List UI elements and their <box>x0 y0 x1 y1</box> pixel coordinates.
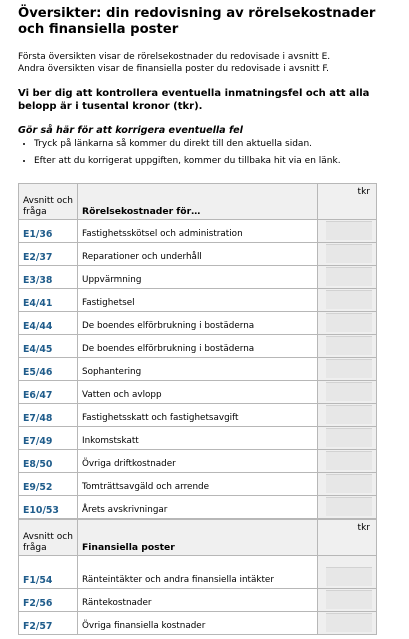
row-label: Tomträttsavgäld och arrende <box>78 473 318 496</box>
amount-cell <box>318 589 377 612</box>
intro-line-2: Andra översikten visar de finansiella poster du redovisade i avsnitt F. <box>18 63 329 74</box>
page-title: Översikter: din redovisning av rörelsekostnader och finansiella poster <box>18 6 376 37</box>
amount-field[interactable] <box>326 359 372 378</box>
row-code-cell <box>19 404 78 427</box>
row-label: Reparationer och underhåll <box>78 243 318 266</box>
table-row <box>19 496 377 519</box>
row-label: Fastighetsskötsel och administration <box>78 220 318 243</box>
table-row <box>19 450 377 473</box>
table-header <box>19 184 377 220</box>
row-code-cell <box>19 381 78 404</box>
section-link[interactable]: E10/53 <box>23 505 59 516</box>
row-code-cell <box>19 312 78 335</box>
table-row <box>19 556 377 589</box>
table-header <box>19 520 377 556</box>
amount-field[interactable] <box>326 267 372 286</box>
row-label: De boendes elförbrukning i bostäderna <box>78 312 318 335</box>
table-row <box>19 312 377 335</box>
row-label: Övriga finansiella kostnader <box>78 612 318 635</box>
amount-cell <box>318 427 377 450</box>
col-unit-header: tkr <box>318 184 377 220</box>
section-link[interactable]: E6/47 <box>23 390 53 401</box>
row-code-cell <box>19 612 78 635</box>
table-row <box>19 473 377 496</box>
amount-field[interactable] <box>326 567 372 586</box>
section-link[interactable]: E4/41 <box>23 298 53 309</box>
amount-field[interactable] <box>326 428 372 447</box>
section-link[interactable]: F2/57 <box>23 621 53 632</box>
amount-cell <box>318 473 377 496</box>
table-row <box>19 381 377 404</box>
col-question-header: Avsnitt och fråga <box>19 184 78 220</box>
section-link[interactable]: E4/45 <box>23 344 53 355</box>
section-link[interactable]: E5/46 <box>23 367 53 378</box>
howto-step-1: • Tryck på länkarna så kommer du direkt till den aktuella sidan. <box>34 139 393 150</box>
section-link[interactable]: E4/44 <box>23 321 53 332</box>
row-label: Sophantering <box>78 358 318 381</box>
amount-cell <box>318 243 377 266</box>
col-item-header: Rörelsekostnader för… <box>78 184 318 220</box>
section-link[interactable]: E2/37 <box>23 252 53 263</box>
col-unit-header: tkr <box>318 520 377 556</box>
row-code-cell <box>19 335 78 358</box>
row-label: Fastighetsel <box>78 289 318 312</box>
section-link[interactable]: E8/50 <box>23 459 53 470</box>
operating-costs-table <box>18 183 377 519</box>
row-code-cell <box>19 473 78 496</box>
amount-field[interactable] <box>326 474 372 493</box>
amount-cell <box>318 266 377 289</box>
amount-field[interactable] <box>326 313 372 332</box>
amount-cell <box>318 312 377 335</box>
col-question-header: Avsnitt och fråga <box>19 520 78 556</box>
row-label: Ränteintäkter och andra finansiella intäkter <box>78 556 318 589</box>
row-label: Uppvärmning <box>78 266 318 289</box>
row-code-cell <box>19 556 78 589</box>
section-link[interactable]: E1/36 <box>23 229 53 240</box>
amount-field[interactable] <box>326 451 372 470</box>
amount-field[interactable] <box>326 290 372 309</box>
amount-cell <box>318 381 377 404</box>
amount-field[interactable] <box>326 336 372 355</box>
amount-field[interactable] <box>326 590 372 609</box>
amount-cell <box>318 450 377 473</box>
row-code-cell <box>19 427 78 450</box>
table-row <box>19 289 377 312</box>
row-label: De boendes elförbrukning i bostäderna <box>78 335 318 358</box>
amount-cell <box>318 612 377 635</box>
amount-field[interactable] <box>326 497 372 516</box>
intro-text <box>18 52 393 75</box>
row-label: Övriga driftkostnader <box>78 450 318 473</box>
row-label: Räntekostnader <box>78 589 318 612</box>
warning-text: Vi ber dig att kontrollera eventuella inmatningsfel och att alla belopp är i tusental kronor (tkr). <box>18 88 370 112</box>
amount-field[interactable] <box>326 221 372 240</box>
row-label: Vatten och avlopp <box>78 381 318 404</box>
row-code-cell <box>19 243 78 266</box>
table-row <box>19 427 377 450</box>
amount-cell <box>318 358 377 381</box>
section-link[interactable]: E9/52 <box>23 482 53 493</box>
row-label: Årets avskrivningar <box>78 496 318 519</box>
amount-cell <box>318 404 377 427</box>
section-link[interactable]: E7/48 <box>23 413 53 424</box>
section-link[interactable]: E7/49 <box>23 436 53 447</box>
amount-cell <box>318 496 377 519</box>
row-code-cell <box>19 289 78 312</box>
table-row <box>19 335 377 358</box>
financial-items-table <box>18 519 377 635</box>
row-code-cell <box>19 358 78 381</box>
section-link[interactable]: E3/38 <box>23 275 53 286</box>
howto-step-2: • Efter att du korrigerat uppgiften, kommer du tillbaka hit via en länk. <box>34 156 393 167</box>
col-item-header: Finansiella poster <box>78 520 318 556</box>
row-code-cell <box>19 589 78 612</box>
table-row <box>19 243 377 266</box>
amount-field[interactable] <box>326 244 372 263</box>
content <box>18 0 393 173</box>
table-row <box>19 358 377 381</box>
howto-steps <box>18 139 393 167</box>
row-label: Inkomstskatt <box>78 427 318 450</box>
row-code-cell <box>19 220 78 243</box>
row-code-cell <box>19 266 78 289</box>
row-code-cell <box>19 450 78 473</box>
howto-heading: Gör så här för att korrigera eventuella fel <box>18 125 243 136</box>
amount-field[interactable] <box>326 382 372 401</box>
amount-cell <box>318 556 377 589</box>
table-row <box>19 404 377 427</box>
row-label: Fastighetsskatt och fastighetsavgift <box>78 404 318 427</box>
row-code-cell <box>19 496 78 519</box>
amount-field[interactable] <box>326 405 372 424</box>
section-link[interactable]: F2/56 <box>23 598 53 609</box>
table-row <box>19 612 377 635</box>
table-row <box>19 266 377 289</box>
amount-cell <box>318 335 377 358</box>
intro-line-1: Första översikten visar de rörelsekostnader du redovisade i avsnitt E. <box>18 52 331 62</box>
section-link[interactable]: F1/54 <box>23 575 53 586</box>
table-row <box>19 589 377 612</box>
amount-cell <box>318 289 377 312</box>
table-row <box>19 220 377 243</box>
amount-cell <box>318 220 377 243</box>
amount-field[interactable] <box>326 613 372 632</box>
